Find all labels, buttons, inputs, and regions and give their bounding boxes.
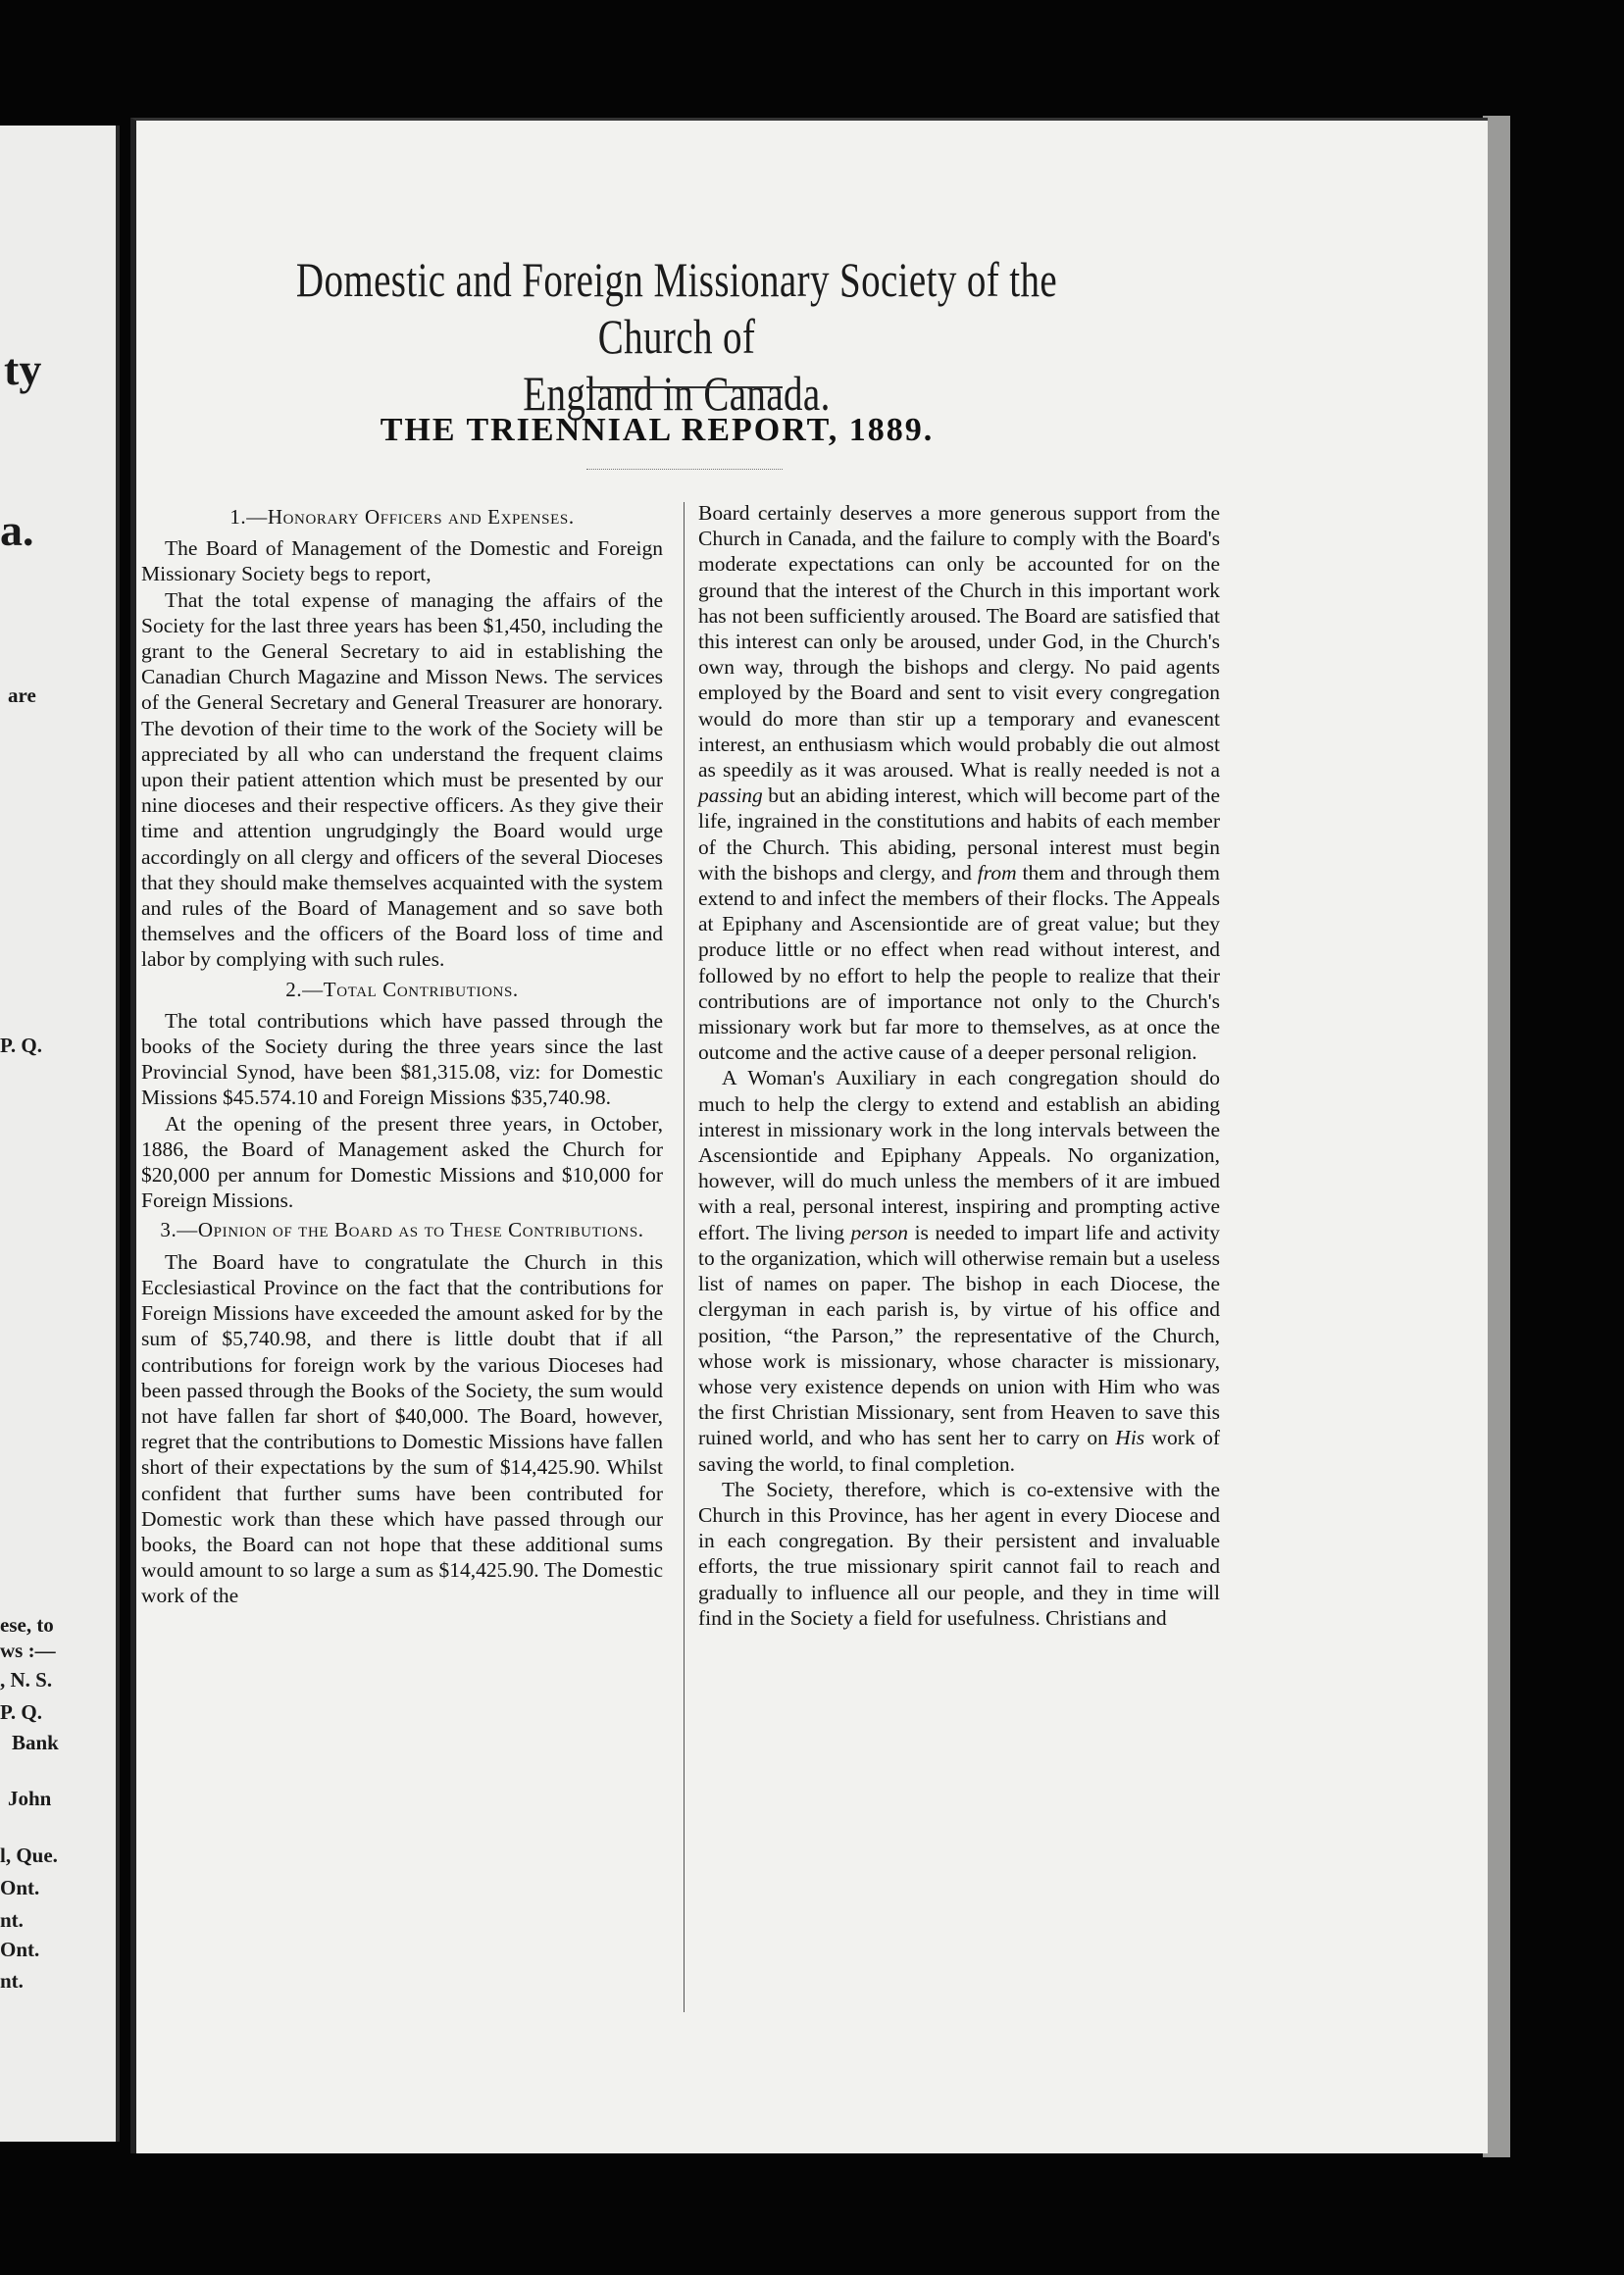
paragraph: The Board have to congratulate the Church in this Ecclesiastical Province on the fact that the contributions for Foreign Missions have exceeded the amount asked for by the sum of $5,740.98, and there is little doubt that if all contributions for foreign work by the various Dioceses had been passed through the Books of the Society, the sum would not have fallen far short of $40,000. The Board, however, regret that the contributions to Domestic Missions have fallen short of their expectations by the sum of $14,425.90. Whilst confident that further sums have been contributed for Domestic work than these which have passed through our books, the Board can not hope that these additional sums would amount to so large a sum as $14,425.90. The Domestic work of the [141,1249,663,1608]
fragment-text: nt. [0,1908,24,1932]
fragment-text: ws :— [0,1639,56,1662]
fragment-text: P. Q. [0,1700,42,1724]
report-title-divider [586,469,783,470]
fragment-text: Bank [12,1731,59,1754]
right-column [698,500,1220,1631]
fragment-text: l, Que. [0,1844,58,1867]
emphasis: person [850,1220,909,1244]
report-title: THE TRIENNIAL REPORT, 1889. [380,412,935,448]
emphasis: passing [698,784,763,808]
fragment-text: are [8,683,36,707]
previous-page-fragment [0,126,120,2142]
fragment-text: ese, to [0,1613,54,1637]
left-column [141,500,663,1609]
title-line-1: Domestic and Foreign Missionary Society of the Church of [295,252,1058,364]
fragment-text: Ont. [0,1876,40,1899]
fragment-text: Ont. [0,1938,40,1961]
fragment-text: nt. [0,1969,24,1993]
paragraph: A Woman's Auxiliary in each congregation should do much to help the clergy to extend and establish an abiding interest in missionary work in the long intervals between the Ascensiontide and Epiphany Appeals. No organization, however, will do much unless the members of it are imbued with a real, personal interest, inspiring and prompting active effort. The living person is needed to impart life and activity to the organization, which will otherwise remain but a useless list of names on paper. The bishop in each Diocese, the clergyman in each parish is, by virtue of his office and position, “the Parson,” the representative of the Church, whose work is missionary, whose character is missionary, whose very existence depends on union with Him who was the first Christian Missionary, sent from Heaven to save this ruined world, and who has sent her to carry on His work of saving the world, to final completion. [698,1066,1220,1476]
section-heading-3: 3.—Opinion of the Board as to These Contributions. [160,1218,644,1242]
fragment-text: John [8,1787,52,1810]
emphasis: from [977,860,1017,885]
emphasis: His [1115,1426,1145,1450]
title-divider [586,386,783,388]
fragment-text: a. [0,505,34,555]
title-line-2: England in Canada. [523,366,831,421]
paragraph: The Board of Management of the Domestic and Foreign Missionary Society begs to report, [141,536,663,586]
paragraph: That the total expense of managing the affairs of the Society for the last three years has been $1,450, including the grant to the General Secretary to aid in establishing the Canadian Church Magazine and Misson News. The services of the General Secretary and General Treasurer are honorary. The devotion of their time to the work of the Society will be appreciated by all who can understand the frequent claims upon their patient attention which must be presented by our nine dioceses and their respective officers. As they give their time and attention ungrudgingly the Board would urge accordingly on all clergy and officers of the several Dioceses that they should make themselves acquainted with the system and rules of the Board of Management and so save both themselves and the officers of the Board loss of time and labor by complying with such rules. [141,587,663,972]
paragraph: At the opening of the present three years, in October, 1886, the Board of Management asked the Church for $20,000 per annum for Domestic Missions and $10,000 for Foreign Missions. [141,1111,663,1213]
section-heading-1: 1.—Honorary Officers and Expenses. [229,505,575,529]
document-title [240,251,1112,422]
paragraph: Board certainly deserves a more generous support from the Church in Canada, and the failure to comply with the Board's moderate expectations can only be accounted for on the ground that the interest of the Church in this important work has not been sufficiently aroused. The Board are satisfied that this interest can only be aroused, under God, in the Church's own way, through the bishops and clergy. No paid agents employed by the Board and sent to visit every congregation would do more than stir up a temporary and evanescent interest, an enthusiasm which would probably die out almost as speedily as it was aroused. What is really needed is not a passing but an abiding interest, which will become part of the life, ingrained in the constitutions and habits of each member of the Church. This abiding, personal interest must begin with the bishops and clergy, and from them and through them extend to and infect the members of their flocks. The Appeals at Epiphany and Ascensiontide are of great value; but they produce little or no effect when read without interest, and followed by no effort to help the people to realize that their contributions are of importance not only to the Church's missionary work but far more to themselves, as at once the outcome and the active cause of a deeper personal religion. [698,501,1220,1065]
fragment-text: P. Q. [0,1034,42,1057]
column-divider [684,502,685,2012]
paragraph: The total contributions which have passed through the books of the Society during the three years since the last Provincial Synod, have been $81,315.08, viz: for Domestic Missions $45.574.10 and Foreign Missions $35,740.98. [141,1008,663,1110]
fragment-text: , N. S. [0,1668,53,1692]
paragraph: The Society, therefore, which is co-extensive with the Church in this Province, has her agent in every Diocese and in each congregation. By their persistent and invaluable efforts, the true missionary spirit cannot fail to reach and gradually to influence all our people, and they in time will find in the Society a field for usefulness. Christians and [698,1477,1220,1630]
fragment-text: ty [4,344,42,394]
section-heading-2: 2.—Total Contributions. [285,977,519,1001]
